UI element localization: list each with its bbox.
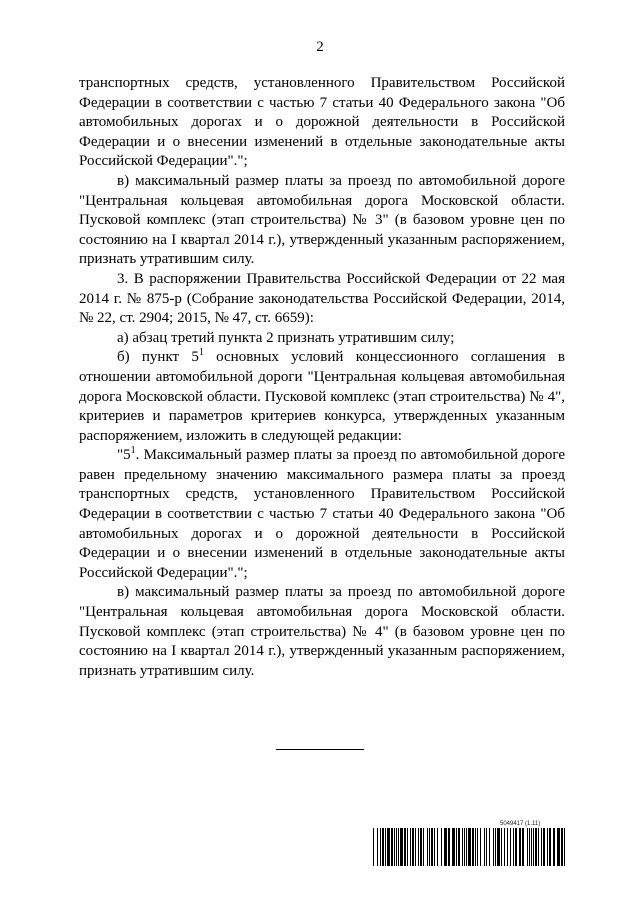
paragraph-section-3: 3. В распоряжении Правительства Российской Федерации от 22 мая 2014 г. № 875-р (Собрание законодательства Российской Федерации, 2014, № 22, ст. 2904; 2015, № 47, ст. 6659): [79, 270, 565, 327]
paragraph-clause-5-1 [79, 446, 565, 583]
item-b-superscript: 1 [198, 347, 204, 359]
barcode-icon [373, 828, 565, 866]
clause-superscript: 1 [130, 445, 136, 457]
paragraph-continuation: транспортных средств, установленного Правительством Российской Федерации в соответствии с частью 7 статьи 40 Федерального закона "Об автомобильных дорогах и о дорожной деятельности в Российской Федерации и о внесении изменений в отдельные законодательные акты Российской Федерации"."; [79, 75, 565, 170]
item-b-lead: б) пункт 5 [117, 349, 199, 366]
paragraph-item-v-toll-cad4: в) максимальный размер платы за проезд по автомобильной дороге "Центральная кольцевая автомобильная дорога Московской области. Пусковой комплекс (этап строительства) № 4" (в базовом уровне цен по состоянию на I квартал 2014 г.), утвержденный указанным распоряжением, признать утратившим силу. [79, 584, 565, 679]
paragraph-item-b [79, 348, 565, 446]
clause-lead: "5 [117, 447, 131, 464]
item-b-text: основных условий концессионного соглашения в отношении автомобильной дороги "Центральная кольцевая автомобильная дорога Московской области. Пусковой комплекс (этап строительства) № 4", критериев и параметров критериев конкурса, утвержденных указанным распоряжением, изложить в следующей редакции: [79, 349, 565, 444]
paragraph-item-v-toll-cad3: в) максимальный размер платы за проезд по автомобильной дороге "Центральная кольцевая автомобильная дорога Московской области. Пусковой комплекс (этап строительства) № 3" (в базовом уровне цен по состоянию на I квартал 2014 г.), утвержденный указанным распоряжением, признать утратившим силу. [79, 172, 565, 268]
document-body [79, 74, 565, 681]
document-code: 5049417 (1.11) [500, 821, 541, 827]
paragraph-item-a: а) абзац третий пункта 2 признать утратившим силу; [117, 329, 455, 346]
clause-text: . Максимальный размер платы за проезд по автомобильной дороге равен предельному значению максимального размера платы за проезд транспортных средств, установленного Правительством Российской Федерации в соответствии с частью 7 статьи 40 Федерального закона "Об автомобильных дорогах и о дорожной деятельности в Российской Федерации и о внесении изменений в отдельные законодательные акты Российской Федерации"."; [79, 447, 565, 581]
page-number: 2 [316, 39, 324, 55]
end-of-text-rule [276, 749, 364, 750]
